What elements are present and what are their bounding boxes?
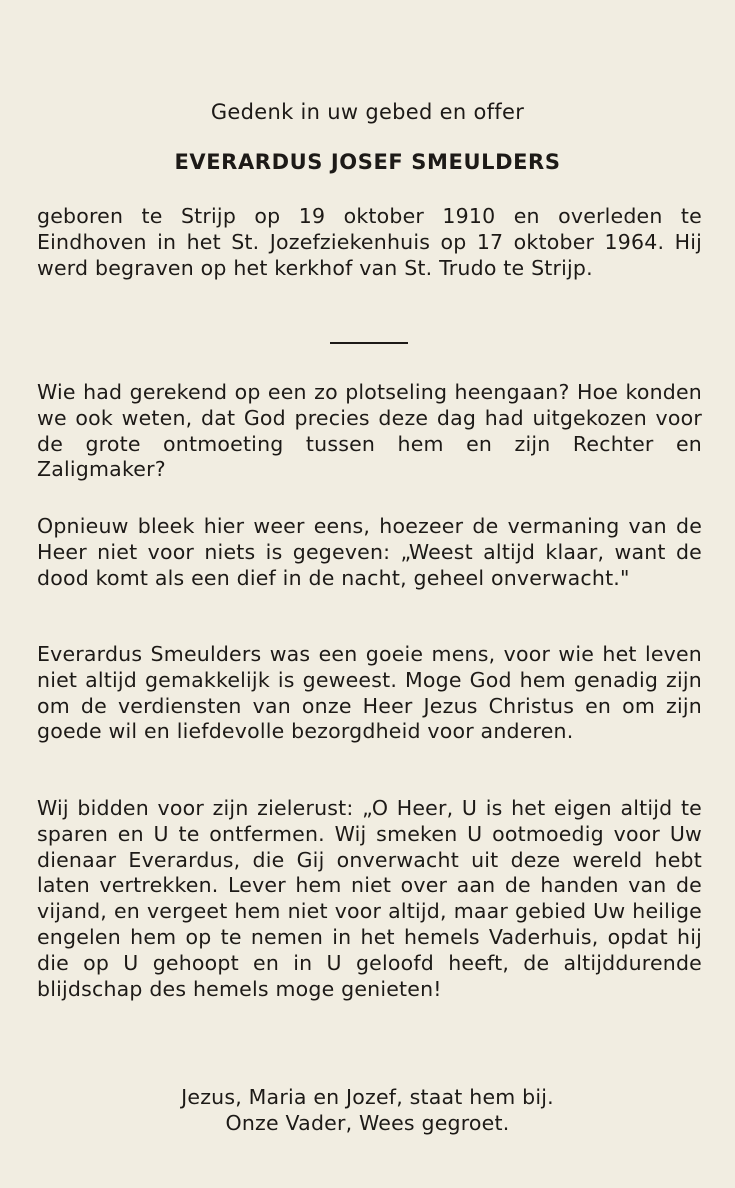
deceased-name: EVERARDUS JOSEF SMEULDERS	[174, 150, 561, 174]
paragraph-prayer: Wij bidden voor zijn zielerust: „O Heer, U is het eigen altijd te sparen en U te ontfermen. Wij smeken U ootmoedig voor Uw dienaar Everardus, die Gij onverwacht uit deze wereld hebt laten vertrekken. Lever hem niet over aan de handen van de vijand, en vergeet hem niet voor altijd, maar gebied Uw heilige engelen hem op te nemen in het hemels Vaderhuis, opdat hij die op U gehoopt en in U geloofd heeft, de altijddurende blijdschap des hemels moge genieten!	[37, 796, 702, 1001]
paragraph-admonition: Opnieuw bleek hier weer eens, hoezeer de vermaning van de Heer niet voor niets is gegeven: „Weest altijd klaar, want de dood komt als een dief in de nacht, geheel onverwacht."	[37, 514, 702, 590]
closing-invocation: Jezus, Maria en Jozef, staat hem bij.	[181, 1085, 554, 1109]
biography-paragraph: geboren te Strijp op 19 oktober 1910 en overleden te Eindhoven in het St. Jozefziekenhuis op 17 oktober 1964. Hij werd begraven op het kerkhof van St. Trudo te Strijp.	[37, 204, 702, 280]
dedication-line: Gedenk in uw gebed en offer	[210, 100, 525, 124]
section-divider	[330, 342, 408, 344]
paragraph-character: Everardus Smeulders was een goeie mens, voor wie het leven niet altijd gemakkelijk is geweest. Moge God hem genadig zijn om de verdiensten van onze Heer Jezus Christus en om zijn goede wil en liefdevolle bezorgdheid voor anderen.	[37, 642, 702, 744]
closing-prayers: Onze Vader, Wees gegroet.	[225, 1111, 510, 1135]
paragraph-sudden-departure: Wie had gerekend op een zo plotseling heengaan? Hoe konden we ook weten, dat God precies deze dag had uitgekozen voor de grote ontmoeting tussen hem en zijn Rechter en Zaligmaker?	[37, 380, 702, 482]
